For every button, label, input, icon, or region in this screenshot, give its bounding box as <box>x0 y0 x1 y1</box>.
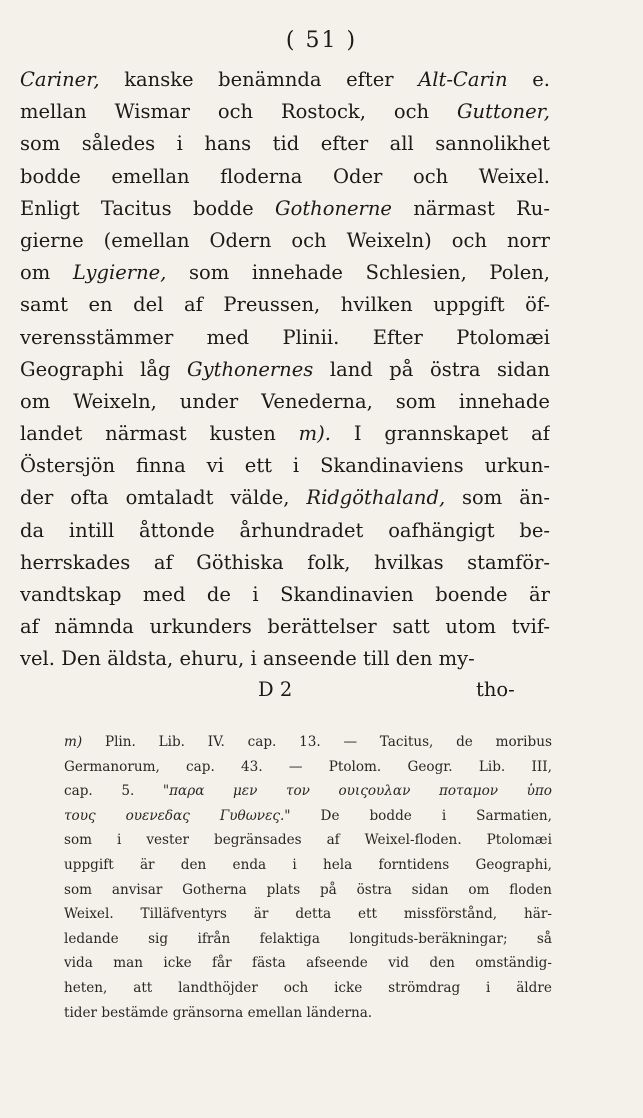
word: den <box>395 647 433 671</box>
signature-line <box>20 678 550 710</box>
catchword: tho- <box>476 678 515 701</box>
word: I <box>353 422 362 446</box>
word: öf- <box>525 293 550 317</box>
word: ofta <box>70 486 109 510</box>
word: nämnda <box>54 615 134 639</box>
word: östra <box>356 881 392 898</box>
word: folk, <box>307 550 351 574</box>
word: den <box>180 856 207 873</box>
word: Ptolomæi <box>486 832 552 849</box>
word: är <box>139 856 155 873</box>
word: och <box>217 100 254 124</box>
word: Sarmatien, <box>476 807 552 824</box>
word: plats <box>266 881 301 898</box>
word: icke <box>163 955 192 972</box>
text-line <box>20 354 550 386</box>
word: Lib. <box>478 758 506 775</box>
text-line <box>20 64 550 96</box>
word: (emellan <box>103 228 190 252</box>
word: med <box>206 325 250 349</box>
word: enda <box>232 856 267 873</box>
word: 5. <box>121 783 135 800</box>
word: innehade <box>458 389 550 413</box>
word: Geographi, <box>475 856 552 873</box>
word: emellan <box>111 164 190 188</box>
word: den <box>429 955 455 972</box>
word: på <box>389 357 414 381</box>
word: stamför- <box>467 550 550 574</box>
word: my- <box>438 647 475 671</box>
word: be- <box>519 518 550 542</box>
footnote-line <box>64 755 552 780</box>
word: åttonde <box>139 518 215 542</box>
word: Enligt <box>20 196 80 220</box>
text-line <box>20 643 550 675</box>
word: bodde <box>192 196 254 220</box>
word: Den <box>61 647 101 671</box>
word: man <box>113 955 143 972</box>
word: anvisar <box>111 881 163 898</box>
word: Γυθωνες." <box>219 807 291 824</box>
text-line <box>20 579 550 611</box>
word: forntidens <box>378 856 450 873</box>
word: boende <box>435 583 508 606</box>
word: tider <box>64 1004 98 1021</box>
text-line <box>20 515 550 547</box>
word: som <box>64 881 93 898</box>
word: e. <box>532 68 550 91</box>
word: af <box>531 422 550 446</box>
page-number: ( 51 ) <box>285 28 358 53</box>
word: Germanorum, <box>64 758 160 775</box>
word: länderna. <box>306 1004 373 1021</box>
word: τους <box>64 807 96 824</box>
word: kusten <box>209 422 276 446</box>
word: finna <box>135 454 186 478</box>
word: sig <box>148 930 169 947</box>
word: 13. <box>299 734 321 750</box>
text-line <box>20 128 550 160</box>
word: till <box>363 647 390 671</box>
word: tvif- <box>511 615 550 639</box>
word: af <box>153 550 173 574</box>
word: cap. <box>247 734 277 750</box>
word: Skandinaviens <box>320 454 464 478</box>
word: "παρα <box>162 783 205 800</box>
word: longituds-beräkningar; <box>349 930 508 947</box>
word: uppgift <box>433 293 505 317</box>
word: efter <box>346 68 394 91</box>
footnote-line <box>64 878 552 903</box>
word: Weixel. <box>478 164 550 188</box>
word: ουενεδας <box>125 807 190 824</box>
word: som <box>189 261 230 285</box>
word: urkun- <box>484 454 550 478</box>
word: Gotherna <box>182 881 247 898</box>
word: ledande <box>64 930 119 947</box>
word: tid <box>272 132 300 156</box>
footnote-line <box>64 779 552 804</box>
word: omständig- <box>475 955 552 972</box>
word: ὑπο <box>526 783 552 800</box>
word: är <box>253 906 269 923</box>
word: i <box>292 454 300 478</box>
word: af <box>183 293 203 317</box>
word: m) <box>64 734 83 750</box>
word: oafhängigt <box>388 518 495 542</box>
word: land <box>329 357 373 381</box>
word: i <box>117 832 122 849</box>
word: Plinii. <box>282 325 340 349</box>
word: Gothonerne <box>275 196 392 220</box>
word: hans <box>204 132 252 156</box>
word: af <box>326 832 340 849</box>
footnote-line <box>64 951 552 976</box>
word: ifrån <box>197 930 231 947</box>
text-line <box>20 289 550 321</box>
word: Odern <box>209 228 272 252</box>
word: τον <box>285 783 310 800</box>
word: intill <box>68 518 115 542</box>
word: Efter <box>372 325 423 349</box>
word: Weixel. <box>64 906 114 923</box>
word: Weixel-floden. <box>364 832 462 849</box>
word: gränsorna <box>172 1004 244 1021</box>
word: bodde <box>20 164 81 188</box>
word: Tilläfventyrs <box>140 906 227 923</box>
text-line <box>20 96 550 128</box>
word: välde, <box>230 486 290 510</box>
word: Oder <box>333 164 383 188</box>
word: vi <box>206 454 224 478</box>
word: ett <box>358 906 377 923</box>
word: Göthiska <box>196 550 284 574</box>
word: ουιςουλαν <box>338 783 411 800</box>
word: — <box>288 758 303 775</box>
word: att <box>133 979 153 996</box>
footnote-line <box>64 927 552 952</box>
word: berättelser <box>267 615 377 639</box>
word: hvilken <box>340 293 413 317</box>
word: äldre <box>516 979 552 996</box>
word: del <box>133 293 164 317</box>
word: i <box>441 807 447 824</box>
word: landet <box>20 422 83 446</box>
word: detta <box>295 906 332 923</box>
word: än- <box>519 486 550 510</box>
word: Weixeln, <box>73 389 157 413</box>
word: med <box>142 583 186 606</box>
word: De <box>320 807 340 824</box>
signature-mark: D 2 <box>258 678 293 701</box>
word: här- <box>524 906 552 923</box>
word: Ridgöthaland, <box>306 486 446 510</box>
word: hvilkas <box>374 550 444 574</box>
text-line <box>20 611 550 643</box>
word: och <box>451 228 487 252</box>
word: århundradet <box>239 518 364 542</box>
word: norr <box>506 228 550 252</box>
word: i <box>486 979 491 996</box>
word: Geographi <box>20 357 124 381</box>
footnote-line <box>64 804 552 829</box>
word: begränsades <box>214 832 302 849</box>
word: Cariner, <box>20 68 100 91</box>
word: Ptolomæi <box>456 325 550 349</box>
word: Skandinavien <box>280 583 414 606</box>
word: Alt-Carin <box>418 68 508 91</box>
word: ποταμον <box>438 783 499 800</box>
word: i <box>250 647 257 671</box>
word: om <box>20 261 51 285</box>
word: Ptolom. <box>328 758 382 775</box>
word: fästa <box>252 955 286 972</box>
word: cap. <box>64 783 93 800</box>
word: cap. <box>186 758 215 775</box>
word: III, <box>531 758 552 775</box>
main-text-block <box>20 64 550 676</box>
text-line <box>20 386 550 418</box>
word: verensstämmer <box>20 325 174 349</box>
footnote-line <box>64 902 552 927</box>
word: en <box>88 293 113 317</box>
word: i <box>252 583 259 606</box>
word: herrskades <box>20 550 131 574</box>
word: gierne <box>20 228 84 252</box>
word: 43. <box>241 758 263 775</box>
word: om <box>468 881 490 898</box>
word: de <box>206 583 231 606</box>
word: floderna <box>220 164 303 188</box>
word: Polen, <box>489 261 550 285</box>
word: får <box>212 955 232 972</box>
word: Weixeln) <box>346 228 432 252</box>
word: på <box>319 881 337 898</box>
word: Preussen, <box>223 293 321 317</box>
footnote-line <box>64 1001 552 1026</box>
word: felaktiga <box>259 930 320 947</box>
word: floden <box>509 881 552 898</box>
word: — <box>343 734 358 750</box>
text-line <box>20 225 550 257</box>
text-line <box>20 161 550 193</box>
footnote-line <box>64 853 552 878</box>
word: om <box>20 389 51 413</box>
footnote-block <box>64 730 552 1025</box>
word: ett <box>244 454 272 478</box>
text-line <box>20 482 550 514</box>
word: låg <box>140 357 171 381</box>
word: da <box>20 518 45 542</box>
word: hela <box>322 856 353 873</box>
word: som <box>64 832 93 849</box>
word: omtaladt <box>125 486 214 510</box>
word: och <box>412 164 449 188</box>
word: efter <box>320 132 369 156</box>
word: Schlesien, <box>365 261 467 285</box>
word: Wismar <box>114 100 190 124</box>
word: μεν <box>232 783 258 800</box>
word: vester <box>146 832 190 849</box>
word: och <box>291 228 327 252</box>
word: närmast <box>413 196 495 220</box>
text-line <box>20 193 550 225</box>
word: innehade <box>251 261 343 285</box>
word: kanske <box>124 68 194 91</box>
word: som <box>462 486 503 510</box>
word: så <box>536 930 552 947</box>
word: de <box>456 734 473 750</box>
word: äldsta, <box>107 647 174 671</box>
word: vida <box>64 955 93 972</box>
word: Venederna, <box>261 389 373 413</box>
word: Lib. <box>158 734 185 750</box>
word: närmast <box>105 422 187 446</box>
text-line <box>20 322 550 354</box>
word: strömdrag <box>388 979 461 996</box>
word: Lygierne, <box>72 261 167 285</box>
word: utom <box>445 615 497 639</box>
word: missförstånd, <box>403 906 498 923</box>
word: emellan <box>247 1004 303 1021</box>
word: Gythonernes <box>187 357 314 381</box>
word: af <box>20 615 39 639</box>
word: sannolikhet <box>435 132 550 156</box>
word: all <box>389 132 414 156</box>
word: östra <box>429 357 481 381</box>
footnote-line <box>64 976 552 1001</box>
word: grannskapet <box>384 422 509 446</box>
word: och <box>283 979 309 996</box>
word: Plin. <box>104 734 136 750</box>
word: sidan <box>497 357 550 381</box>
word: mellan <box>20 100 87 124</box>
word: vel. <box>20 647 55 671</box>
word: moribus <box>495 734 552 750</box>
footnote-line <box>64 828 552 853</box>
word: som <box>395 389 436 413</box>
word: vandtskap <box>20 583 122 606</box>
word: urkunders <box>149 615 252 639</box>
word: Tacitus <box>100 196 172 220</box>
word: Guttoner, <box>456 100 550 124</box>
word: är <box>529 583 550 606</box>
word: der <box>20 486 54 510</box>
word: bodde <box>369 807 412 824</box>
word: bestämde <box>101 1004 169 1021</box>
text-line <box>20 418 550 450</box>
word: vid <box>388 955 409 972</box>
word: i <box>292 856 297 873</box>
word: Östersjön <box>20 454 116 478</box>
word: sidan <box>411 881 449 898</box>
word: således <box>81 132 156 156</box>
word: ehuru, <box>179 647 245 671</box>
word: IV. <box>207 734 225 750</box>
word: uppgift <box>64 856 114 873</box>
word: och <box>393 100 430 124</box>
word: Rostock, <box>281 100 366 124</box>
word: heten, <box>64 979 108 996</box>
word: i <box>176 132 183 156</box>
word: Geogr. <box>407 758 453 775</box>
word: Ru- <box>516 196 550 220</box>
footnote-line <box>64 730 552 755</box>
text-line <box>20 547 550 579</box>
word: under <box>179 389 239 413</box>
word: icke <box>334 979 363 996</box>
word: benämnda <box>218 68 322 91</box>
word: som <box>20 132 61 156</box>
text-line <box>20 450 550 482</box>
word: satt <box>392 615 430 639</box>
word: anseende <box>262 647 357 671</box>
word: Tacitus, <box>379 734 434 750</box>
word: samt <box>20 293 68 317</box>
text-line <box>20 257 550 289</box>
word: landthöjder <box>178 979 258 996</box>
word: m). <box>298 422 331 446</box>
word: afseende <box>306 955 368 972</box>
